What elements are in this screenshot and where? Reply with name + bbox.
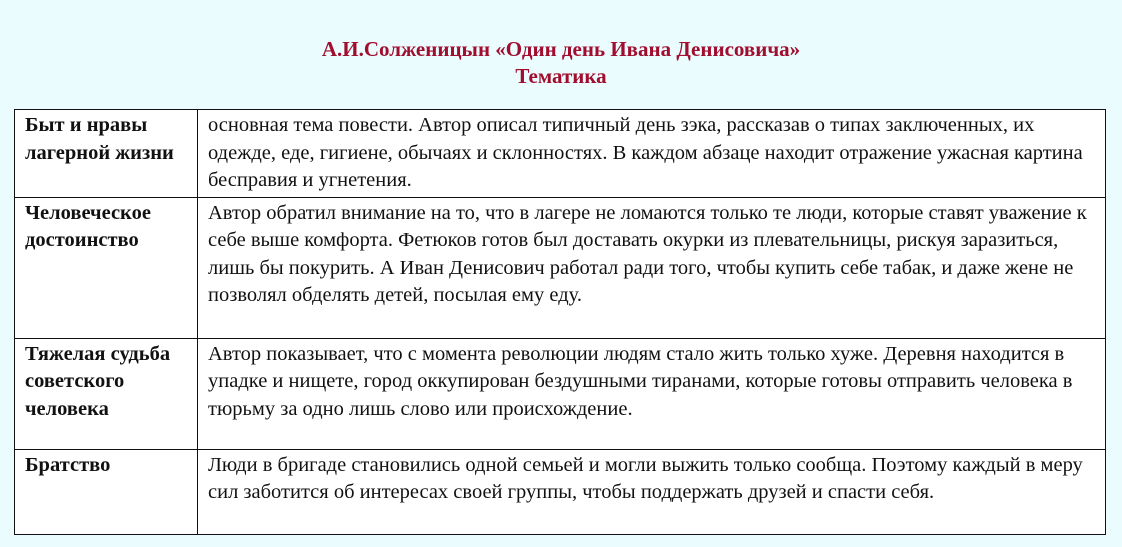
description-cell: основная тема повести. Автор описал типичный день зэка, рассказав о типах заключенных, их одежде, еде, гигиене, обычаях и склонностях. В каждом абзаце находит отражение ужасная картина бесправия и угнетения. (198, 110, 1106, 198)
page-title: А.И.Солженицын «Один день Ивана Денисовича» (321, 37, 801, 61)
theme-cell: Братство (15, 449, 198, 534)
table-row (15, 197, 1106, 338)
description-cell: Автор показывает, что с момента революции людям стало жить только хуже. Деревня находится в упадке и нищете, город оккупирован бездушными тиранами, которые готовы отправить человека в тюрьму за одно лишь слово или происхождение. (198, 338, 1106, 449)
table-row (15, 338, 1106, 449)
description-cell: Автор обратил внимание на то, что в лагере не ломаются только те люди, которые ставят уважение к себе выше комфорта. Фетюков готов был доставать окурки из плевательницы, рискуя заразиться, лишь бы покурить. А Иван Денисович работал ради того, чтобы купить себе табак, и даже жене не позволял обделять детей, посылая ему еду. (198, 197, 1106, 338)
description-cell: Люди в бригаде становились одной семьей и могли выжить только сообща. Поэтому каждый в меру сил заботится об интересах своей группы, чтобы поддержать друзей и спасти себя. (198, 449, 1106, 534)
theme-cell: Тяжелая судьба советского человека (15, 338, 198, 449)
table-row (15, 110, 1106, 198)
page-subtitle: Тематика (515, 64, 607, 88)
theme-cell: Человеческое достоинство (15, 197, 198, 338)
page-heading (0, 36, 1122, 90)
table-row (15, 449, 1106, 534)
themes-table (14, 109, 1106, 535)
theme-cell: Быт и нравы лагерной жизни (15, 110, 198, 198)
